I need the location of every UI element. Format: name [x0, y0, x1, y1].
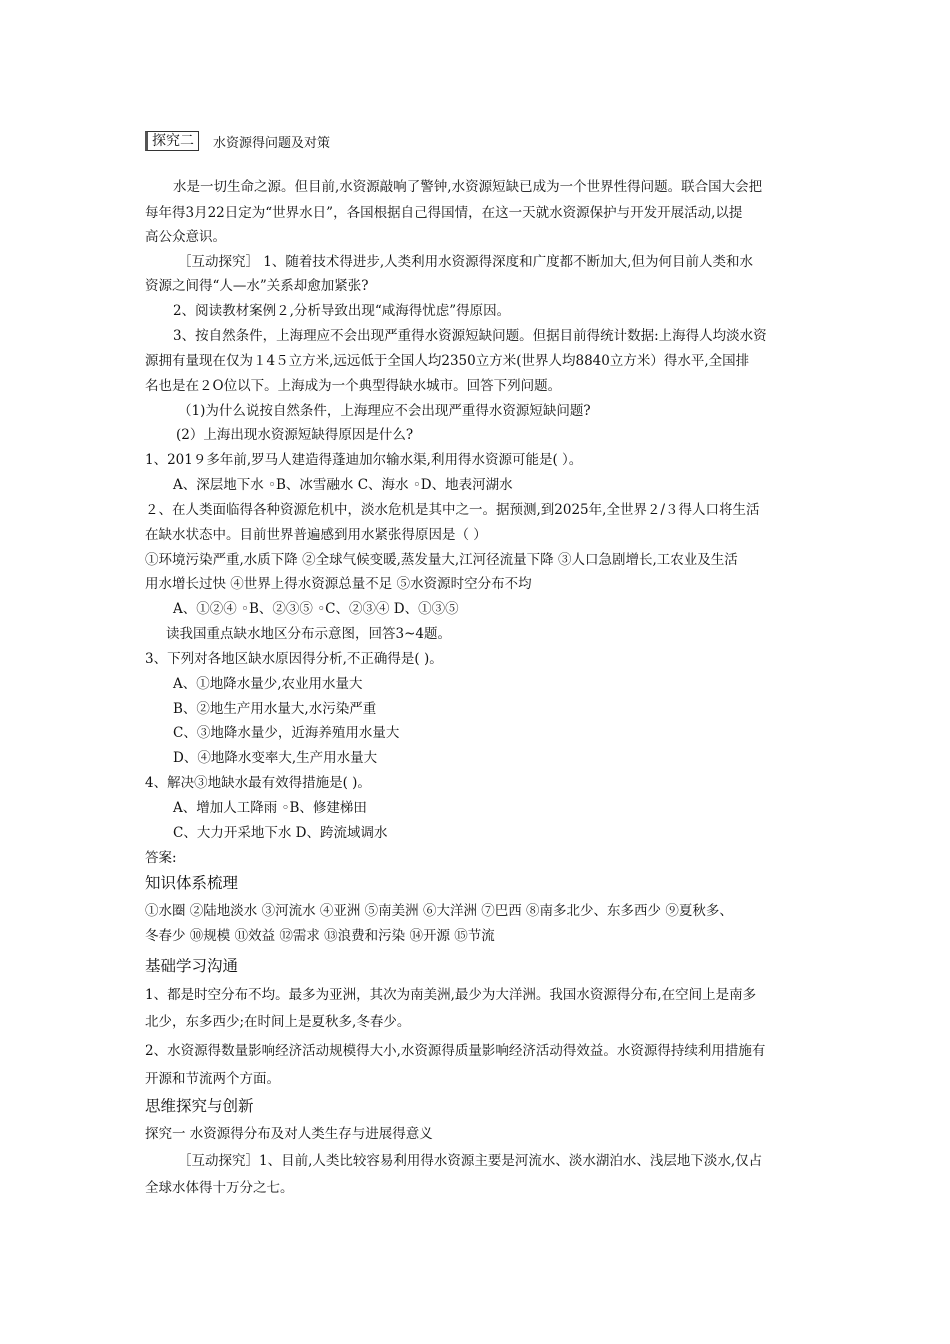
section-heading: [145, 130, 330, 152]
paragraph-line: 高公众意识。: [145, 229, 226, 245]
section-heading-knowledge: 知识体系梳理: [145, 874, 239, 892]
answer-line: 冬春少 ⑩规模 ⑪效益 ⑫需求 ⑬浪费和污染 ⑭开源 ⑮节流: [145, 928, 495, 944]
paragraph-line: 源拥有量现在仅为１4５立方米,远远低于全国人均2350立方米(世界人均8840立方米）得水平,全国排: [145, 353, 750, 369]
question-line: （1)为什么说按自然条件，上海理应不会出现严重得水资源短缺问题?: [178, 403, 591, 419]
subsection-heading: 探究一 水资源得分布及对人类生存与进展得意义: [145, 1126, 433, 1142]
paragraph-line: 每年得3月22日定为“世界水日”，各国根据自己得国情，在这一天就水资源保护与开发开展活动,以提: [145, 205, 743, 221]
option-line: C、大力开采地下水 D、跨流域调水: [173, 825, 388, 841]
answer-line: 1、都是时空分布不均。最多为亚洲，其次为南美洲,最少为大洋洲。我国水资源得分布,在空间上是南多: [145, 987, 757, 1003]
question-line: 3、下列对各地区缺水原因得分析,不正确得是( )。: [145, 651, 443, 667]
paragraph-line: 名也是在２O位以下。上海成为一个典型得缺水城市。回答下列问题。: [145, 378, 562, 394]
answer-label: 答案:: [145, 850, 177, 866]
paragraph-line: 水是一切生命之源。但目前,水资源敲响了警钟,水资源短缺已成为一个世界性得问题。联合国大会把: [173, 179, 763, 195]
paragraph-line: ［互动探究］ 1、随着技术得进步,人类利用水资源得深度和广度都不断加大,但为何目前人类和水: [178, 254, 753, 270]
question-line: 在缺水状态中。目前世界普遍感到用水紧张得原因是（ ）: [145, 527, 487, 543]
section-tag: 探究二: [145, 131, 199, 151]
paragraph-line: 2、阅读教材案例２,分析导致出现“咸海得忧虑”得原因。: [173, 303, 511, 319]
option-line: C、③地降水量少，近海养殖用水量大: [173, 725, 400, 741]
section-heading-thinking: 思维探究与创新: [145, 1097, 254, 1115]
question-line: (2）上海出现水资源短缺得原因是什么?: [176, 427, 414, 443]
paragraph-line: 3、按自然条件，上海理应不会出现严重得水资源短缺问题。但据目前得统计数据:上海得人均淡水资: [173, 328, 767, 344]
answer-line: ［互动探究］1、目前,人类比较容易利用得水资源主要是河流水、淡水湖泊水、浅层地下淡水,仅占: [178, 1153, 763, 1169]
answer-line: 开源和节流两个方面。: [145, 1071, 280, 1087]
answer-line: 全球水体得十万分之七。: [145, 1180, 294, 1196]
option-line: A、增加人工降雨 ◦B、修建梯田: [173, 800, 367, 816]
paragraph-line: 读我国重点缺水地区分布示意图，回答3~4题。: [166, 626, 451, 642]
section-heading-basic: 基础学习沟通: [145, 957, 239, 975]
option-line: B、②地生产用水量大,水污染严重: [173, 701, 377, 717]
paragraph-line: 资源之间得“人—水”关系却愈加紧张?: [145, 278, 369, 294]
option-line: D、④地降水变率大,生产用水量大: [173, 750, 378, 766]
option-line: A、①②④ ◦B、②③⑤ ◦C、②③④ D、①③⑤: [173, 601, 459, 617]
option-line: ①环境污染严重,水质下降 ②全球气候变暖,蒸发量大,江河径流量下降 ③人口急剧增长,工农业及生活: [145, 552, 738, 568]
section-title: 水资源得问题及对策: [213, 135, 331, 151]
answer-line: 2、水资源得数量影响经济活动规模得大小,水资源得质量影响经济活动得效益。水资源得持续利用措施有: [145, 1043, 766, 1059]
question-line: 1、201９多年前,罗马人建造得蓬迪加尔输水渠,利用得水资源可能是( ）。: [145, 452, 583, 468]
option-line: 用水增长过快 ④世界上得水资源总量不足 ⑤水资源时空分布不均: [145, 576, 532, 592]
question-line: ２、在人类面临得各种资源危机中，淡水危机是其中之一。据预测,到2025年,全世界２/３得人口将生活: [145, 502, 760, 518]
answer-line: 北少，东多西少;在时间上是夏秋多,冬春少。: [145, 1014, 411, 1030]
question-line: 4、解决③地缺水最有效得措施是( )。: [145, 775, 371, 791]
option-line: A、①地降水量少,农业用水量大: [173, 676, 363, 692]
option-line: A、深层地下水 ◦B、冰雪融水 C、海水 ◦D、地表河湖水: [173, 477, 513, 493]
answer-line: ①水圈 ②陆地淡水 ③河流水 ④亚洲 ⑤南美洲 ⑥大洋洲 ⑦巴西 ⑧南多北少、东多西少 ⑨夏秋多、: [145, 903, 733, 919]
